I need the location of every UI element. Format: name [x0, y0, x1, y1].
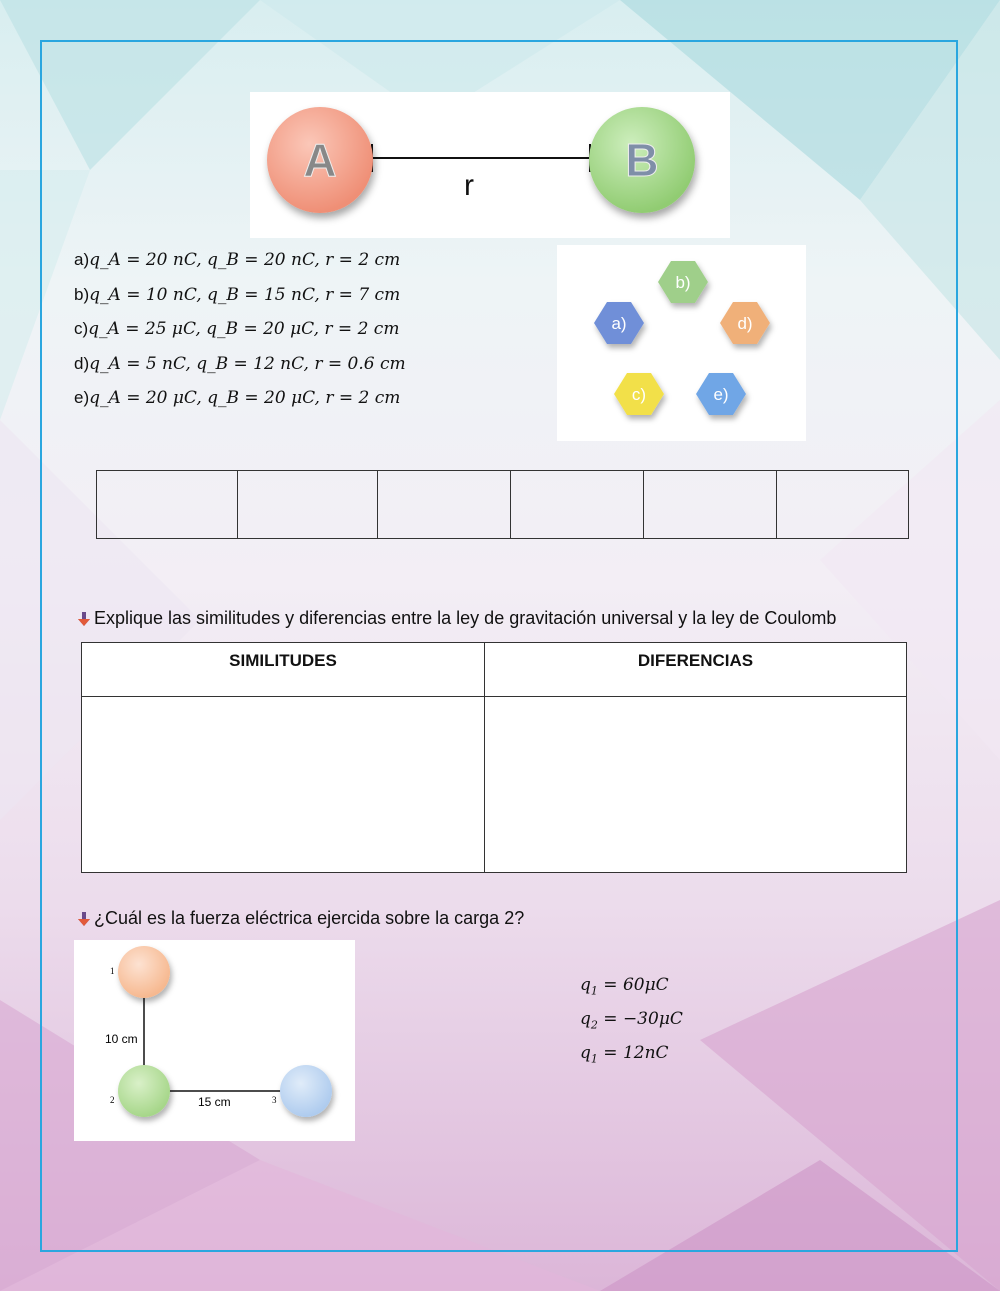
- ball-a-label: A: [303, 134, 337, 186]
- charge-2-number: 2: [110, 1095, 115, 1105]
- charge-values: [580, 975, 683, 1077]
- horizontal-distance-label: 15 cm: [198, 1095, 231, 1109]
- charge-value: $q_2 = -30\mu C$: [580, 1009, 683, 1032]
- diferencias-answer-cell[interactable]: [485, 697, 907, 873]
- hexagon-e[interactable]: [696, 373, 746, 415]
- charges-ab-diagram: [250, 92, 730, 238]
- three-charges-diagram: [74, 940, 355, 1141]
- diferencias-header: DIFERENCIAS: [485, 643, 907, 697]
- vertical-distance-label: 10 cm: [105, 1032, 138, 1046]
- problem-list: [74, 250, 406, 423]
- answer-cell[interactable]: [511, 471, 644, 539]
- arrow-bullet-icon: [76, 611, 92, 627]
- ball-b-label: B: [625, 134, 659, 186]
- charge-3: [280, 1065, 332, 1117]
- svg-text:a): a): [611, 314, 627, 333]
- problem-c: c)q_A = 25 μC, q_B = 20 μC, r = 2 cm: [74, 319, 400, 339]
- charge-1: [118, 946, 170, 998]
- hexagon-d[interactable]: [720, 302, 770, 344]
- answer-cell[interactable]: [378, 471, 511, 539]
- charge-2: [118, 1065, 170, 1117]
- problem-e: e)q_A = 20 μC, q_B = 20 μC, r = 2 cm: [74, 388, 401, 408]
- answer-cell[interactable]: [644, 471, 777, 539]
- answer-cell[interactable]: [777, 471, 909, 539]
- similitudes-header: SIMILITUDES: [82, 643, 485, 697]
- problem-d: d)q_A = 5 nC, q_B = 12 nC, r = 0.6 cm: [74, 353, 406, 374]
- svg-text:b): b): [675, 273, 691, 292]
- svg-text:c): c): [631, 385, 647, 404]
- arrow-bullet-icon: [76, 911, 92, 927]
- charge-3-number: 3: [272, 1095, 277, 1105]
- comparison-table: [81, 642, 907, 873]
- charge-1-number: 1: [110, 966, 115, 976]
- question-2: ¿Cuál es la fuerza eléctrica ejercida sobre la carga 2?: [76, 908, 524, 929]
- hexagon-a[interactable]: [594, 302, 644, 344]
- similitudes-answer-cell[interactable]: [82, 697, 485, 873]
- answer-table: [96, 470, 909, 539]
- hexagon-c[interactable]: [614, 373, 664, 415]
- answer-cell[interactable]: [238, 471, 378, 539]
- question-1: Explique las similitudes y diferencias entre la ley de gravitación universal y la ley de Coulomb: [76, 608, 836, 629]
- svg-text:d): d): [737, 314, 753, 333]
- hexagon-options: [557, 245, 806, 441]
- hexagon-b[interactable]: [658, 261, 708, 303]
- problem-b: b)q_A = 10 nC, q_B = 15 nC, r = 7 cm: [74, 284, 401, 305]
- problem-a: a)q_A = 20 nC, q_B = 20 nC, r = 2 cm: [74, 250, 401, 270]
- svg-text:e): e): [713, 385, 729, 404]
- answer-cell[interactable]: [97, 471, 238, 539]
- charge-value: $q_1 = 60\mu C$: [580, 975, 669, 998]
- charge-value: $q_1 = 12nC$: [580, 1043, 669, 1066]
- distance-label-r: r: [464, 169, 474, 202]
